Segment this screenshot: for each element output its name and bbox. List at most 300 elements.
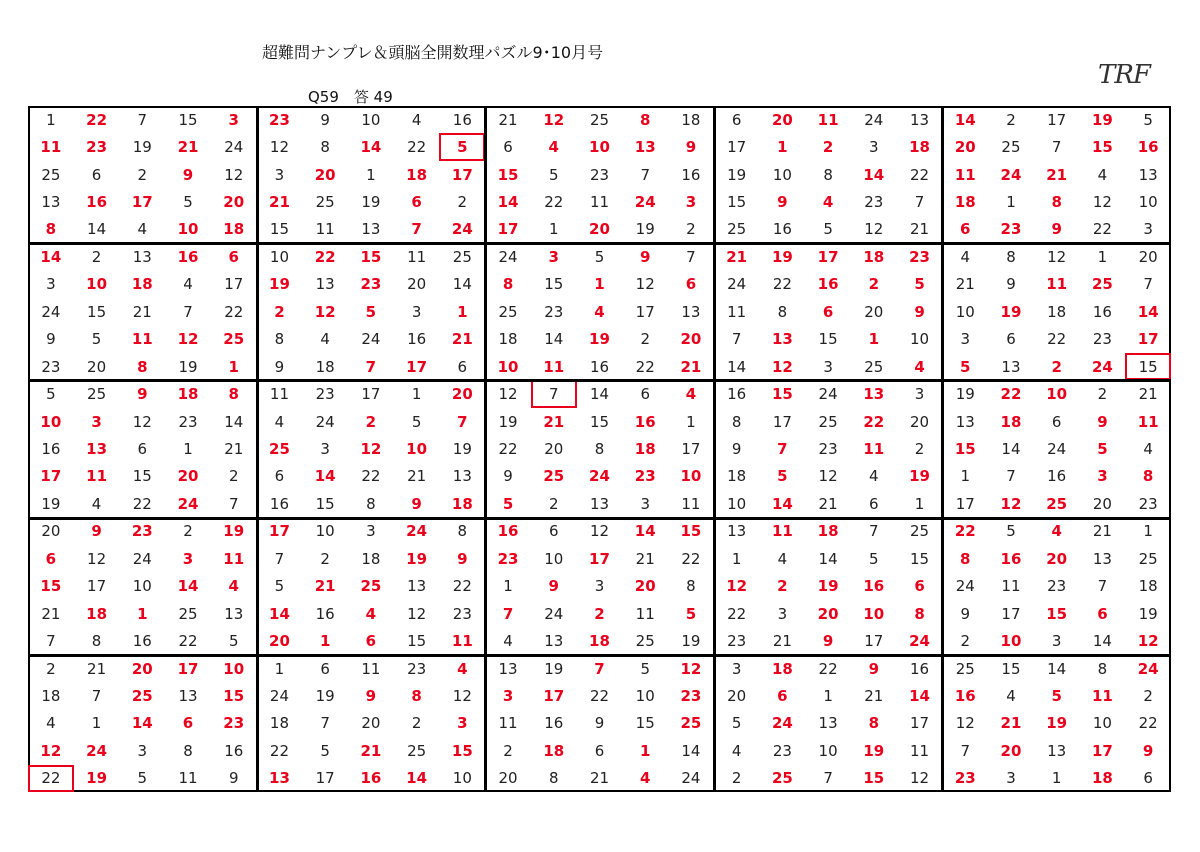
grid-cell-r18-c22: 11 xyxy=(1001,577,1021,596)
grid-cell-r16-c15: 15 xyxy=(680,522,702,541)
grid-cell-r3-c18: 8 xyxy=(823,165,833,184)
grid-cell-r4-c5: 20 xyxy=(223,193,245,212)
grid-cell-r22-c16: 20 xyxy=(727,686,747,705)
grid-cell-r24-c22: 20 xyxy=(1000,741,1022,760)
grid-cell-r18-c9: 13 xyxy=(407,577,427,596)
grid-cell-r7-c13: 1 xyxy=(594,275,605,294)
grid-cell-r4-c18: 4 xyxy=(822,193,834,212)
grid-cell-r12-c13: 15 xyxy=(589,412,610,431)
grid-cell-r6-c21: 4 xyxy=(960,247,971,266)
grid-cell-r6-c10: 25 xyxy=(452,247,472,266)
grid-cell-r11-c1: 5 xyxy=(46,385,56,404)
grid-cell-r1-c13: 25 xyxy=(589,110,610,129)
grid-cell-r9-c7: 4 xyxy=(320,330,330,349)
grid-cell-r17-c11: 23 xyxy=(497,549,519,568)
grid-cell-r15-c17: 14 xyxy=(771,494,793,513)
grid-cell-r10-c9: 17 xyxy=(406,357,428,376)
grid-cell-r1-c3: 7 xyxy=(137,110,148,129)
grid-cell-r7-c9: 20 xyxy=(407,275,427,294)
grid-cell-r9-c18: 15 xyxy=(818,330,838,349)
grid-cell-r23-c4: 6 xyxy=(182,714,194,733)
grid-cell-r5-c9: 7 xyxy=(411,220,422,239)
grid-cell-r4-c9: 6 xyxy=(411,193,422,212)
grid-cell-r21-c1: 2 xyxy=(46,659,56,678)
grid-cell-r25-c8: 16 xyxy=(360,769,382,788)
grid-cell-r18-c11: 1 xyxy=(503,577,513,596)
grid-cell-r8-c23: 18 xyxy=(1047,302,1067,321)
grid-cell-r11-c23: 10 xyxy=(1046,385,1068,404)
grid-cell-r16-c11: 16 xyxy=(497,522,519,541)
grid-cell-r14-c8: 22 xyxy=(361,467,381,486)
grid-cell-r6-c6: 10 xyxy=(269,247,289,266)
grid-cell-r18-c4: 14 xyxy=(177,577,199,596)
grid-cell-r24-c21: 7 xyxy=(960,741,971,760)
grid-cell-r11-c4: 18 xyxy=(177,385,199,404)
grid-cell-r15-c22: 12 xyxy=(1000,494,1022,513)
grid-cell-r25-c4: 11 xyxy=(178,769,198,788)
grid-cell-r8-c18: 6 xyxy=(822,302,834,321)
grid-cell-r3-c16: 19 xyxy=(727,165,747,184)
grid-cell-r6-c2: 2 xyxy=(91,247,102,266)
grid-cell-r9-c25: 17 xyxy=(1137,330,1159,349)
grid-cell-r2-c18: 2 xyxy=(822,138,834,157)
grid-cell-r6-c17: 19 xyxy=(771,247,793,266)
grid-cell-r22-c12: 17 xyxy=(543,686,565,705)
grid-cell-r23-c14: 15 xyxy=(635,714,655,733)
grid-cell-r8-c20: 9 xyxy=(914,302,925,321)
grid-cell-r8-c4: 7 xyxy=(183,302,193,321)
grid-cell-r3-c7: 20 xyxy=(314,165,336,184)
grid-cell-r20-c16: 23 xyxy=(727,632,747,651)
grid-cell-r9-c24: 23 xyxy=(1092,330,1112,349)
grid-cell-r5-c25: 3 xyxy=(1143,220,1153,239)
grid-cell-r3-c8: 1 xyxy=(366,165,376,184)
grid-cell-r25-c18: 7 xyxy=(823,769,833,788)
grid-cell-r19-c1: 21 xyxy=(41,604,61,623)
grid-cell-r25-c25: 6 xyxy=(1143,769,1153,788)
grid-cell-r14-c13: 24 xyxy=(589,467,610,486)
grid-cell-r14-c6: 6 xyxy=(274,467,285,486)
grid-cell-r19-c22: 17 xyxy=(1001,604,1021,623)
grid-cell-r18-c2: 17 xyxy=(87,577,107,596)
grid-cell-r15-c4: 24 xyxy=(177,494,199,513)
grid-cell-r15-c8: 8 xyxy=(366,494,376,513)
grid-cell-r10-c25: 15 xyxy=(1125,353,1171,380)
grid-cell-r19-c16: 22 xyxy=(727,604,747,623)
grid-cell-r20-c12: 13 xyxy=(544,632,564,651)
grid-cell-r19-c5: 13 xyxy=(224,604,244,623)
grid-cell-r20-c18: 9 xyxy=(822,632,834,651)
grid-cell-r9-c23: 22 xyxy=(1047,330,1067,349)
grid-cell-r17-c22: 16 xyxy=(1000,549,1022,568)
grid-cell-r8-c9: 3 xyxy=(411,302,422,321)
grid-cell-r17-c3: 24 xyxy=(132,549,152,568)
grid-cell-r3-c13: 23 xyxy=(589,165,610,184)
sudoku-grid xyxy=(28,106,1171,792)
grid-cell-r10-c8: 7 xyxy=(365,357,377,376)
grid-cell-r12-c14: 16 xyxy=(634,412,656,431)
grid-cell-r14-c12: 25 xyxy=(543,467,565,486)
grid-cell-r11-c12: 7 xyxy=(531,380,577,407)
grid-cell-r21-c25: 24 xyxy=(1137,659,1159,678)
grid-cell-r20-c23: 3 xyxy=(1051,632,1062,651)
grid-cell-r23-c24: 10 xyxy=(1092,714,1112,733)
grid-cell-r1-c24: 19 xyxy=(1091,110,1113,129)
grid-cell-r17-c24: 13 xyxy=(1092,549,1112,568)
grid-cell-r5-c22: 23 xyxy=(1000,220,1022,239)
grid-cell-r10-c22: 13 xyxy=(1001,357,1021,376)
grid-cell-r7-c2: 10 xyxy=(86,275,108,294)
grid-cell-r7-c3: 18 xyxy=(131,275,153,294)
grid-cell-r23-c5: 23 xyxy=(223,714,245,733)
grid-cell-r16-c5: 19 xyxy=(223,522,245,541)
grid-cell-r24-c15: 14 xyxy=(681,741,701,760)
grid-cell-r15-c16: 10 xyxy=(727,494,747,513)
grid-cell-r20-c5: 5 xyxy=(228,632,239,651)
grid-cell-r9-c16: 7 xyxy=(731,330,742,349)
grid-cell-r22-c10: 12 xyxy=(452,686,472,705)
grid-cell-r23-c3: 14 xyxy=(131,714,153,733)
grid-cell-r18-c23: 23 xyxy=(1047,577,1067,596)
grid-cell-r6-c9: 11 xyxy=(407,247,427,266)
grid-cell-r20-c14: 25 xyxy=(635,632,655,651)
grid-cell-r2-c7: 8 xyxy=(320,138,330,157)
grid-cell-r8-c7: 12 xyxy=(314,302,336,321)
grid-cell-r21-c19: 9 xyxy=(868,659,880,678)
grid-cell-r7-c19: 2 xyxy=(868,275,880,294)
grid-cell-r14-c20: 19 xyxy=(909,467,930,486)
grid-cell-r3-c21: 11 xyxy=(954,165,976,184)
grid-cell-r12-c1: 10 xyxy=(40,412,62,431)
grid-cell-r6-c3: 13 xyxy=(132,247,152,266)
grid-cell-r5-c14: 19 xyxy=(635,220,655,239)
grid-cell-r9-c8: 24 xyxy=(361,330,381,349)
grid-cell-r4-c3: 17 xyxy=(131,193,153,212)
grid-cell-r13-c3: 6 xyxy=(137,439,148,458)
grid-cell-r15-c12: 2 xyxy=(548,494,559,513)
grid-cell-r23-c25: 22 xyxy=(1138,714,1158,733)
grid-cell-r18-c21: 24 xyxy=(955,577,975,596)
grid-cell-r17-c9: 19 xyxy=(406,549,428,568)
grid-cell-r3-c24: 4 xyxy=(1097,165,1108,184)
grid-cell-r20-c15: 19 xyxy=(681,632,701,651)
grid-cell-r15-c14: 3 xyxy=(640,494,650,513)
grid-cell-r5-c4: 10 xyxy=(177,220,199,239)
grid-cell-r7-c22: 9 xyxy=(1006,275,1016,294)
grid-cell-r12-c5: 14 xyxy=(224,412,244,431)
grid-cell-r23-c6: 18 xyxy=(269,714,289,733)
grid-cell-r4-c25: 10 xyxy=(1138,193,1158,212)
grid-cell-r7-c21: 21 xyxy=(955,275,975,294)
grid-cell-r13-c2: 13 xyxy=(86,439,108,458)
grid-cell-r7-c6: 19 xyxy=(269,275,290,294)
grid-cell-r18-c16: 12 xyxy=(726,577,748,596)
grid-cell-r16-c12: 6 xyxy=(548,522,559,541)
grid-cell-r8-c6: 2 xyxy=(274,302,285,321)
grid-cell-r5-c11: 17 xyxy=(497,220,519,239)
grid-cell-r13-c19: 11 xyxy=(863,439,885,458)
grid-cell-r21-c4: 17 xyxy=(177,659,199,678)
grid-cell-r4-c19: 23 xyxy=(864,193,884,212)
grid-cell-r7-c5: 17 xyxy=(224,275,244,294)
grid-cell-r9-c17: 13 xyxy=(771,330,793,349)
grid-cell-r22-c19: 21 xyxy=(864,686,884,705)
grid-cell-r1-c5: 3 xyxy=(228,110,239,129)
grid-cell-r22-c15: 23 xyxy=(680,686,702,705)
grid-cell-r5-c16: 25 xyxy=(727,220,747,239)
grid-cell-r22-c4: 13 xyxy=(178,686,198,705)
grid-cell-r15-c10: 18 xyxy=(451,494,473,513)
grid-cell-r11-c3: 9 xyxy=(137,385,148,404)
grid-cell-r11-c10: 20 xyxy=(451,385,473,404)
grid-cell-r20-c8: 6 xyxy=(365,632,377,651)
grid-cell-r17-c14: 21 xyxy=(635,549,655,568)
grid-cell-r21-c20: 16 xyxy=(909,659,930,678)
grid-cell-r24-c14: 1 xyxy=(640,741,651,760)
grid-cell-r8-c22: 19 xyxy=(1000,302,1022,321)
grid-cell-r15-c15: 11 xyxy=(681,494,701,513)
grid-cell-r21-c9: 23 xyxy=(407,659,427,678)
grid-cell-r25-c3: 5 xyxy=(137,769,148,788)
grid-cell-r3-c4: 9 xyxy=(182,165,194,184)
grid-cell-r17-c13: 17 xyxy=(589,549,610,568)
grid-cell-r4-c17: 9 xyxy=(777,193,788,212)
grid-cell-r24-c18: 10 xyxy=(818,741,838,760)
grid-cell-r15-c6: 16 xyxy=(269,494,289,513)
grid-cell-r1-c17: 20 xyxy=(771,110,793,129)
grid-cell-r22-c7: 19 xyxy=(315,686,335,705)
grid-cell-r18-c7: 21 xyxy=(314,577,336,596)
grid-cell-r11-c17: 15 xyxy=(771,385,793,404)
grid-cell-r2-c14: 13 xyxy=(634,138,656,157)
grid-cell-r25-c19: 15 xyxy=(863,769,885,788)
grid-cell-r11-c25: 21 xyxy=(1138,385,1158,404)
grid-cell-r5-c12: 1 xyxy=(548,220,559,239)
grid-cell-r17-c12: 10 xyxy=(544,549,564,568)
grid-cell-r18-c25: 18 xyxy=(1138,577,1158,596)
grid-cell-r13-c24: 5 xyxy=(1097,439,1108,458)
grid-cell-r11-c14: 6 xyxy=(640,385,650,404)
grid-cell-r22-c24: 11 xyxy=(1091,686,1113,705)
grid-cell-r17-c17: 4 xyxy=(777,549,788,568)
grid-cell-r12-c7: 24 xyxy=(315,412,335,431)
grid-cell-r16-c18: 18 xyxy=(817,522,839,541)
grid-cell-r16-c9: 24 xyxy=(406,522,428,541)
grid-cell-r20-c13: 18 xyxy=(589,632,610,651)
grid-cell-r25-c15: 24 xyxy=(681,769,701,788)
grid-cell-r13-c23: 24 xyxy=(1047,439,1067,458)
grid-cell-r17-c7: 2 xyxy=(320,549,330,568)
grid-cell-r4-c14: 24 xyxy=(634,193,656,212)
grid-cell-r4-c2: 16 xyxy=(86,193,108,212)
grid-cell-r16-c1: 20 xyxy=(41,522,61,541)
grid-cell-r24-c17: 23 xyxy=(772,741,792,760)
grid-cell-r7-c15: 6 xyxy=(685,275,697,294)
grid-cell-r20-c1: 7 xyxy=(46,632,56,651)
grid-cell-r9-c3: 11 xyxy=(131,330,153,349)
grid-cell-r11-c24: 2 xyxy=(1097,385,1108,404)
grid-cell-r11-c20: 3 xyxy=(914,385,925,404)
grid-cell-r25-c20: 12 xyxy=(909,769,930,788)
grid-cell-r7-c10: 14 xyxy=(452,275,472,294)
grid-cell-r6-c25: 20 xyxy=(1138,247,1158,266)
grid-cell-r5-c2: 14 xyxy=(87,220,107,239)
grid-cell-r23-c11: 11 xyxy=(498,714,518,733)
grid-cell-r20-c21: 2 xyxy=(960,632,971,651)
grid-cell-r7-c23: 11 xyxy=(1046,275,1068,294)
grid-cell-r4-c4: 5 xyxy=(183,193,193,212)
grid-cell-r9-c20: 10 xyxy=(909,330,930,349)
grid-cell-r23-c7: 7 xyxy=(320,714,330,733)
grid-cell-r6-c13: 5 xyxy=(594,247,605,266)
grid-cell-r8-c16: 11 xyxy=(727,302,747,321)
grid-cell-r18-c5: 4 xyxy=(228,577,239,596)
grid-cell-r14-c15: 10 xyxy=(680,467,702,486)
grid-cell-r18-c15: 8 xyxy=(686,577,696,596)
grid-cell-r1-c6: 23 xyxy=(269,110,290,129)
grid-cell-r20-c2: 8 xyxy=(91,632,102,651)
grid-cell-r8-c25: 14 xyxy=(1137,302,1159,321)
grid-cell-r19-c4: 25 xyxy=(178,604,198,623)
grid-cell-r19-c7: 16 xyxy=(315,604,335,623)
grid-cell-r13-c10: 19 xyxy=(452,439,472,458)
grid-cell-r23-c19: 8 xyxy=(868,714,880,733)
grid-cell-r11-c8: 17 xyxy=(361,385,381,404)
grid-cell-r14-c22: 7 xyxy=(1006,467,1016,486)
grid-cell-r1-c8: 10 xyxy=(361,110,381,129)
grid-cell-r3-c12: 5 xyxy=(548,165,559,184)
grid-cell-r3-c25: 13 xyxy=(1138,165,1158,184)
grid-cell-r12-c11: 19 xyxy=(498,412,518,431)
grid-cell-r9-c6: 8 xyxy=(274,330,285,349)
grid-cell-r11-c7: 23 xyxy=(315,385,335,404)
grid-cell-r21-c8: 11 xyxy=(361,659,381,678)
grid-cell-r17-c18: 14 xyxy=(818,549,838,568)
grid-cell-r8-c12: 23 xyxy=(544,302,564,321)
grid-cell-r3-c9: 18 xyxy=(406,165,428,184)
trf-logo: TRF xyxy=(1098,60,1150,90)
grid-cell-r9-c1: 9 xyxy=(46,330,56,349)
grid-cell-r10-c10: 6 xyxy=(457,357,468,376)
grid-cell-r10-c13: 16 xyxy=(589,357,610,376)
grid-cell-r22-c18: 1 xyxy=(823,686,833,705)
grid-cell-r20-c9: 15 xyxy=(407,632,427,651)
grid-cell-r22-c25: 2 xyxy=(1143,686,1153,705)
grid-cell-r15-c18: 21 xyxy=(818,494,838,513)
grid-cell-r2-c23: 7 xyxy=(1051,138,1062,157)
grid-cell-r8-c8: 5 xyxy=(365,302,377,321)
grid-cell-r11-c21: 19 xyxy=(955,385,975,404)
grid-cell-r3-c15: 16 xyxy=(681,165,701,184)
grid-cell-r24-c23: 13 xyxy=(1047,741,1067,760)
grid-cell-r18-c20: 6 xyxy=(914,577,925,596)
grid-cell-r2-c4: 21 xyxy=(177,138,199,157)
grid-cell-r25-c7: 17 xyxy=(315,769,335,788)
grid-cell-r21-c3: 20 xyxy=(131,659,153,678)
grid-cell-r21-c22: 15 xyxy=(1001,659,1021,678)
grid-cell-r10-c24: 24 xyxy=(1091,357,1113,376)
grid-cell-r23-c22: 21 xyxy=(1000,714,1022,733)
grid-cell-r1-c2: 22 xyxy=(86,110,108,129)
grid-cell-r2-c9: 22 xyxy=(407,138,427,157)
grid-cell-r21-c14: 5 xyxy=(640,659,650,678)
grid-cell-r23-c17: 24 xyxy=(771,714,793,733)
grid-cell-r10-c1: 23 xyxy=(41,357,61,376)
grid-cell-r6-c14: 9 xyxy=(640,247,651,266)
grid-cell-r10-c23: 2 xyxy=(1051,357,1062,376)
grid-cell-r19-c10: 23 xyxy=(452,604,472,623)
grid-cell-r18-c1: 15 xyxy=(40,577,62,596)
grid-cell-r13-c8: 12 xyxy=(360,439,382,458)
grid-cell-r5-c18: 5 xyxy=(823,220,833,239)
grid-cell-r23-c15: 25 xyxy=(680,714,702,733)
grid-cell-r6-c1: 14 xyxy=(40,247,62,266)
grid-cell-r3-c17: 10 xyxy=(772,165,792,184)
grid-cell-r2-c22: 25 xyxy=(1001,138,1021,157)
grid-cell-r12-c25: 11 xyxy=(1137,412,1159,431)
grid-cell-r20-c19: 17 xyxy=(864,632,884,651)
grid-cell-r13-c6: 25 xyxy=(269,439,290,458)
grid-cell-r11-c22: 22 xyxy=(1000,385,1022,404)
grid-cell-r3-c2: 6 xyxy=(91,165,102,184)
grid-cell-r18-c14: 20 xyxy=(634,577,656,596)
grid-cell-r19-c15: 5 xyxy=(685,604,697,623)
grid-cell-r4-c13: 11 xyxy=(589,193,610,212)
grid-cell-r18-c12: 9 xyxy=(548,577,559,596)
grid-cell-r6-c8: 15 xyxy=(360,247,382,266)
grid-cell-r10-c11: 10 xyxy=(497,357,519,376)
grid-cell-r22-c13: 22 xyxy=(589,686,610,705)
grid-cell-r13-c16: 9 xyxy=(731,439,742,458)
grid-cell-r8-c24: 16 xyxy=(1092,302,1112,321)
grid-cell-r14-c9: 21 xyxy=(407,467,427,486)
grid-cell-r12-c18: 25 xyxy=(818,412,838,431)
grid-cell-r11-c16: 16 xyxy=(727,385,747,404)
grid-cell-r13-c13: 8 xyxy=(594,439,605,458)
grid-cell-r13-c9: 10 xyxy=(406,439,428,458)
grid-cell-r11-c2: 25 xyxy=(87,385,107,404)
grid-cell-r4-c15: 3 xyxy=(685,193,697,212)
grid-cell-r25-c5: 9 xyxy=(228,769,239,788)
grid-cell-r19-c12: 24 xyxy=(544,604,564,623)
grid-cell-r14-c17: 5 xyxy=(777,467,788,486)
grid-cell-r18-c3: 10 xyxy=(132,577,152,596)
grid-cell-r18-c6: 5 xyxy=(274,577,285,596)
grid-cell-r22-c8: 9 xyxy=(365,686,377,705)
grid-cell-r14-c7: 14 xyxy=(314,467,336,486)
grid-cell-r5-c23: 9 xyxy=(1051,220,1062,239)
grid-cell-r16-c3: 23 xyxy=(131,522,153,541)
grid-cell-r1-c15: 18 xyxy=(681,110,701,129)
grid-cell-r12-c2: 3 xyxy=(91,412,102,431)
grid-cell-r15-c3: 22 xyxy=(132,494,152,513)
grid-cell-r19-c3: 1 xyxy=(137,604,148,623)
grid-cell-r23-c1: 4 xyxy=(46,714,56,733)
grid-cell-r13-c21: 15 xyxy=(954,439,976,458)
grid-cell-r7-c14: 12 xyxy=(635,275,655,294)
grid-cell-r23-c21: 12 xyxy=(955,714,975,733)
grid-cell-r22-c3: 25 xyxy=(131,686,153,705)
grid-cell-r13-c25: 4 xyxy=(1143,439,1153,458)
grid-cell-r24-c16: 4 xyxy=(731,741,742,760)
grid-cell-r17-c25: 25 xyxy=(1138,549,1158,568)
grid-cell-r5-c20: 21 xyxy=(909,220,930,239)
grid-cell-r11-c5: 8 xyxy=(228,385,239,404)
grid-cell-r21-c7: 6 xyxy=(320,659,330,678)
grid-cell-r24-c13: 6 xyxy=(594,741,605,760)
grid-cell-r22-c11: 3 xyxy=(502,686,514,705)
grid-cell-r21-c2: 21 xyxy=(87,659,107,678)
